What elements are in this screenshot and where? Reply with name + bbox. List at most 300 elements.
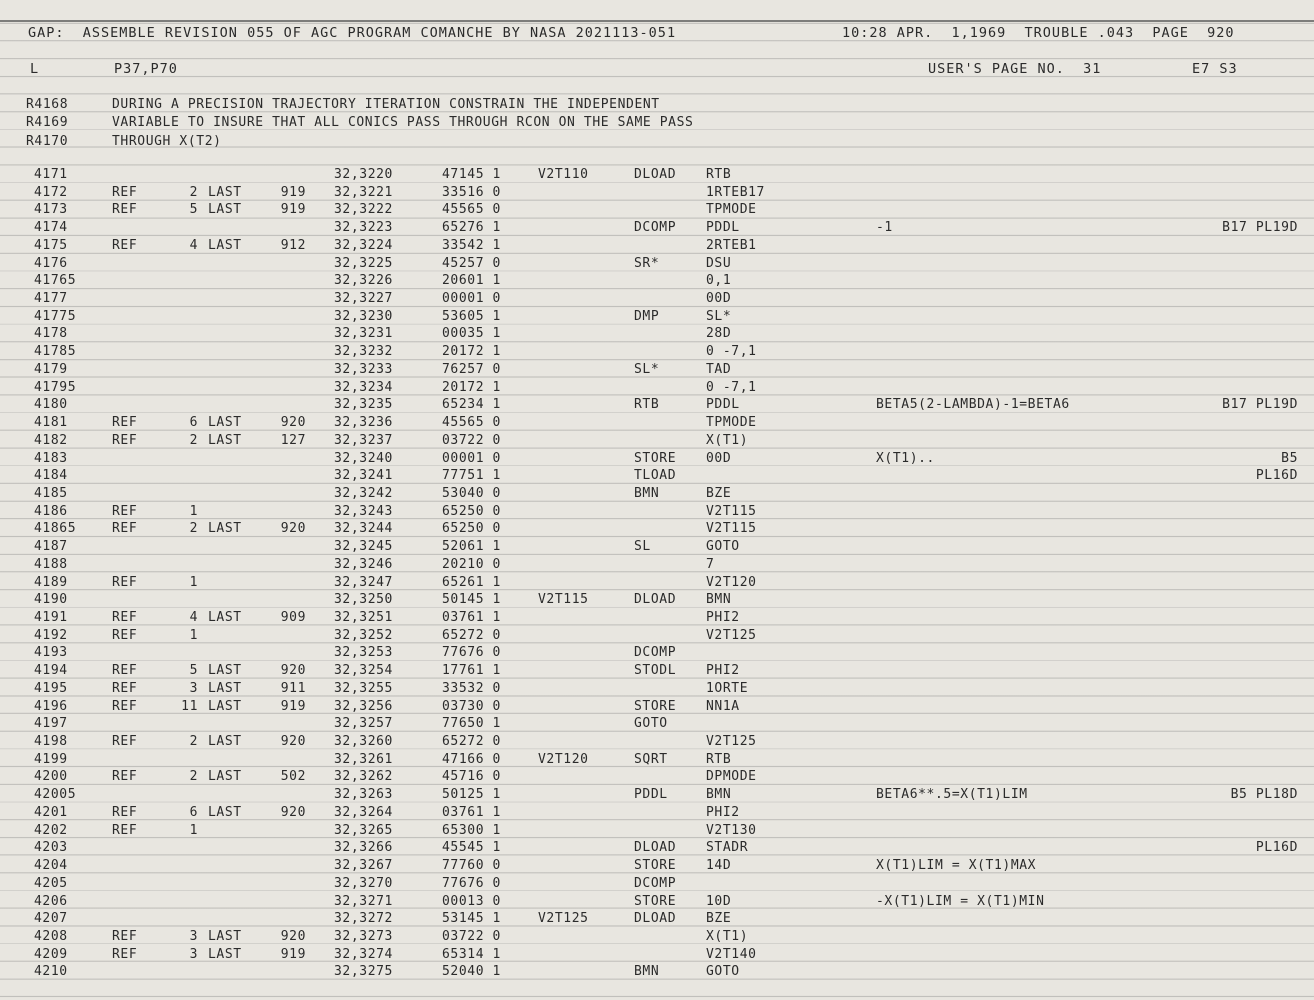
row-operand: PHI2: [706, 610, 740, 625]
row-seq: 4202: [34, 822, 68, 838]
row-ref: REF: [112, 432, 138, 448]
row-opcode: DLOAD: [634, 911, 677, 927]
row-address: 32,3262: [334, 769, 393, 785]
row-seq: 4189: [34, 574, 68, 590]
row-operand: 0,1: [706, 273, 732, 289]
row-seq: 42005: [34, 787, 77, 803]
row-octal: 77676 0: [442, 875, 501, 891]
row-last-page: 920: [280, 734, 306, 750]
row-ref-count: 3: [189, 928, 198, 944]
row-ref: REF: [112, 928, 138, 944]
row-ref-count: 11: [181, 698, 198, 714]
row-ref: REF: [112, 822, 138, 838]
row-last: LAST: [208, 521, 242, 537]
row-seq: 41785: [34, 344, 77, 360]
row-ref-count: 2: [189, 521, 198, 537]
row-seq: 4172: [34, 184, 68, 200]
row-octal: 77751 1: [442, 468, 501, 484]
row-ref-count: 2: [189, 184, 198, 200]
row-last-page: 919: [280, 184, 306, 200]
row-ref-count: 4: [189, 237, 198, 253]
row-seq: 4181: [34, 415, 68, 431]
row-opcode: DMP: [634, 308, 660, 324]
row-ref-count: 1: [189, 627, 198, 643]
comment-text: DURING A PRECISION TRAJECTORY ITERATION CONSTRAIN THE INDEPENDENT: [112, 97, 660, 112]
row-opcode: DLOAD: [634, 592, 677, 608]
row-octal: 77650 1: [442, 716, 501, 732]
row-octal: 65261 1: [442, 574, 501, 590]
row-seq: 4175: [34, 237, 68, 253]
row-octal: 00001 0: [442, 291, 501, 307]
row-seq: 4204: [34, 858, 68, 874]
row-ref-count: 6: [189, 415, 198, 431]
row-opcode: DCOMP: [634, 645, 677, 661]
row-last: LAST: [208, 769, 242, 785]
comment-seq: R4170: [26, 133, 69, 149]
row-seq: 41765: [34, 273, 77, 289]
row-octal: 65300 1: [442, 822, 501, 838]
row-octal: 50145 1: [442, 592, 501, 608]
row-operand: TAD: [706, 361, 732, 377]
row-operand: V2T125: [706, 627, 757, 643]
row-opcode: DCOMP: [634, 220, 677, 236]
row-opcode: STORE: [634, 698, 677, 714]
row-seq: 4178: [34, 326, 68, 342]
row-octal: 03761 1: [442, 804, 501, 820]
row-octal: 45257 0: [442, 255, 501, 271]
row-ref-count: 5: [189, 663, 198, 679]
row-last: LAST: [208, 804, 242, 820]
row-operand: PDDL: [706, 220, 740, 236]
row-seq: 4182: [34, 432, 68, 448]
row-seq: 4183: [34, 450, 68, 466]
row-address: 32,3226: [334, 273, 393, 289]
row-last: LAST: [208, 237, 242, 253]
row-address: 32,3230: [334, 308, 393, 324]
row-seq: 4184: [34, 468, 68, 484]
row-ref: REF: [112, 202, 138, 218]
row-register-note: B5: [1281, 450, 1298, 466]
row-octal: 00035 1: [442, 326, 501, 342]
row-operand: 00D: [706, 450, 732, 466]
row-operand: X(T1): [706, 432, 749, 448]
row-address: 32,3274: [334, 946, 393, 962]
row-opcode: DLOAD: [634, 167, 677, 182]
row-octal: 03722 0: [442, 432, 501, 448]
row-seq: 4176: [34, 255, 68, 271]
row-octal: 45716 0: [442, 769, 501, 785]
row-opcode: SL*: [634, 361, 660, 377]
row-ref-count: 2: [189, 769, 198, 785]
row-address: 32,3256: [334, 698, 393, 714]
row-comment: X(T1)..: [876, 450, 935, 466]
row-octal: 45565 0: [442, 415, 501, 431]
row-seq: 4193: [34, 645, 68, 661]
row-octal: 45545 1: [442, 840, 501, 856]
row-octal: 47166 0: [442, 751, 501, 767]
row-address: 32,3247: [334, 574, 393, 590]
row-address: 32,3221: [334, 184, 393, 200]
row-address: 32,3257: [334, 716, 393, 732]
row-address: 32,3267: [334, 858, 393, 874]
row-octal: 20172 1: [442, 379, 501, 395]
row-operand: BMN: [706, 592, 732, 608]
row-seq: 41775: [34, 308, 77, 324]
row-address: 32,3236: [334, 415, 393, 431]
row-seq: 4187: [34, 539, 68, 555]
row-address: 32,3237: [334, 432, 393, 448]
row-last: LAST: [208, 734, 242, 750]
row-last: LAST: [208, 698, 242, 714]
comment-text: VARIABLE TO INSURE THAT ALL CONICS PASS THROUGH RCON ON THE SAME PASS: [112, 115, 694, 131]
row-comment: BETA5(2-LAMBDA)-1=BETA6: [876, 397, 1070, 413]
row-octal: 20172 1: [442, 344, 501, 360]
header-listing-type: L: [30, 61, 40, 77]
row-address: 32,3270: [334, 875, 393, 891]
row-seq: 4194: [34, 663, 68, 679]
row-last-page: 911: [280, 680, 306, 696]
row-opcode: PDDL: [634, 787, 668, 803]
row-octal: 53605 1: [442, 308, 501, 324]
row-seq: 4180: [34, 397, 68, 413]
row-octal: 65250 0: [442, 521, 501, 537]
row-opcode: STORE: [634, 858, 677, 874]
row-ref: REF: [112, 415, 138, 431]
row-operand: 00D: [706, 291, 732, 307]
row-ref-count: 1: [189, 822, 198, 838]
row-octal: 65276 1: [442, 220, 501, 236]
row-address: 32,3233: [334, 361, 393, 377]
row-operand: GOTO: [706, 964, 740, 980]
row-opcode: TLOAD: [634, 468, 677, 484]
row-seq: 4199: [34, 751, 68, 767]
row-operand: PDDL: [706, 397, 740, 413]
row-octal: 52061 1: [442, 539, 501, 555]
row-address: 32,3255: [334, 680, 393, 696]
row-operand: SL*: [706, 308, 732, 324]
row-operand: DPMODE: [706, 769, 757, 785]
row-address: 32,3240: [334, 450, 393, 466]
row-last: LAST: [208, 432, 242, 448]
row-address: 32,3245: [334, 539, 393, 555]
row-seq: 4190: [34, 592, 68, 608]
row-last: LAST: [208, 610, 242, 625]
row-octal: 03722 0: [442, 928, 501, 944]
row-operand: 7: [706, 556, 715, 572]
row-seq: 4198: [34, 734, 68, 750]
row-octal: 53145 1: [442, 911, 501, 927]
row-seq: 41865: [34, 521, 77, 537]
row-operand: BMN: [706, 787, 732, 803]
row-comment: X(T1)LIM = X(T1)MAX: [876, 858, 1037, 874]
row-address: 32,3243: [334, 503, 393, 519]
row-opcode: BMN: [634, 485, 660, 501]
row-seq: 4209: [34, 946, 68, 962]
row-address: 32,3253: [334, 645, 393, 661]
row-last: LAST: [208, 946, 242, 962]
comment-text: THROUGH X(T2): [112, 133, 222, 149]
row-comment: -1: [876, 220, 893, 236]
row-address: 32,3261: [334, 751, 393, 767]
row-last-page: 919: [280, 698, 306, 714]
row-ref-count: 1: [189, 503, 198, 519]
row-last: LAST: [208, 415, 242, 431]
row-octal: 20210 0: [442, 556, 501, 572]
header-code: E7 S3: [1192, 61, 1238, 77]
row-address: 32,3232: [334, 344, 393, 360]
row-seq: 4171: [34, 167, 68, 182]
row-octal: 00013 0: [442, 893, 501, 909]
row-ref: REF: [112, 734, 138, 750]
row-register-note: PL16D: [1255, 468, 1298, 484]
row-register-note: B17 PL19D: [1222, 397, 1298, 413]
row-seq: 4192: [34, 627, 68, 643]
row-address: 32,3225: [334, 255, 393, 271]
row-address: 32,3273: [334, 928, 393, 944]
row-opcode: BMN: [634, 964, 660, 980]
row-last-page: 919: [280, 202, 306, 218]
row-seq: 4197: [34, 716, 68, 732]
row-last-page: 919: [280, 946, 306, 962]
row-octal: 77676 0: [442, 645, 501, 661]
row-ref: REF: [112, 946, 138, 962]
row-address: 32,3275: [334, 964, 393, 980]
row-address: 32,3220: [334, 167, 393, 182]
row-last: LAST: [208, 202, 242, 218]
row-label: V2T115: [538, 592, 589, 608]
row-seq: 4185: [34, 485, 68, 501]
row-address: 32,3235: [334, 397, 393, 413]
row-comment: -X(T1)LIM = X(T1)MIN: [876, 893, 1045, 909]
row-address: 32,3223: [334, 220, 393, 236]
row-operand: V2T140: [706, 946, 757, 962]
row-ref-count: 2: [189, 432, 198, 448]
row-octal: 47145 1: [442, 167, 501, 182]
row-operand: RTB: [706, 167, 732, 182]
row-seq: 4210: [34, 964, 68, 980]
row-seq: 4191: [34, 610, 68, 625]
row-ref-count: 6: [189, 804, 198, 820]
row-operand: DSU: [706, 255, 732, 271]
row-operand: V2T130: [706, 822, 757, 838]
row-register-note: B17 PL19D: [1222, 220, 1298, 236]
row-seq: 4195: [34, 680, 68, 696]
row-label: V2T120: [538, 751, 589, 767]
row-address: 32,3263: [334, 787, 393, 803]
row-operand: TPMODE: [706, 415, 757, 431]
row-operand: BZE: [706, 911, 732, 927]
row-last-page: 920: [280, 663, 306, 679]
row-last: LAST: [208, 680, 242, 696]
row-ref: REF: [112, 804, 138, 820]
row-octal: 65234 1: [442, 397, 501, 413]
row-operand: 10D: [706, 893, 732, 909]
row-seq: 4205: [34, 875, 68, 891]
row-last-page: 920: [280, 521, 306, 537]
row-address: 32,3252: [334, 627, 393, 643]
row-operand: 1ORTE: [706, 680, 749, 696]
row-comment: BETA6**.5=X(T1)LIM: [876, 787, 1028, 803]
row-address: 32,3271: [334, 893, 393, 909]
row-ref: REF: [112, 574, 138, 590]
row-opcode: GOTO: [634, 716, 668, 732]
row-seq: 4188: [34, 556, 68, 572]
row-operand: 28D: [706, 326, 732, 342]
row-opcode: STORE: [634, 450, 677, 466]
row-octal: 17761 1: [442, 663, 501, 679]
row-ref: REF: [112, 769, 138, 785]
row-ref: REF: [112, 627, 138, 643]
row-opcode: RTB: [634, 397, 660, 413]
row-ref: REF: [112, 521, 138, 537]
row-ref-count: 1: [189, 574, 198, 590]
row-address: 32,3254: [334, 663, 393, 679]
row-octal: 76257 0: [442, 361, 501, 377]
row-octal: 33542 1: [442, 237, 501, 253]
header-program: P37,P70: [114, 61, 178, 77]
row-opcode: DLOAD: [634, 840, 677, 856]
row-address: 32,3224: [334, 237, 393, 253]
row-operand: V2T120: [706, 574, 757, 590]
row-ref: REF: [112, 610, 138, 625]
row-register-note: PL16D: [1255, 840, 1298, 856]
row-seq: 4208: [34, 928, 68, 944]
row-operand: STADR: [706, 840, 749, 856]
row-octal: 65314 1: [442, 946, 501, 962]
row-ref: REF: [112, 237, 138, 253]
row-octal: 03730 0: [442, 698, 501, 714]
row-seq: 4196: [34, 698, 68, 714]
row-address: 32,3246: [334, 556, 393, 572]
row-label: V2T125: [538, 911, 589, 927]
row-seq: 4174: [34, 220, 68, 236]
row-opcode: SQRT: [634, 751, 668, 767]
row-octal: 77760 0: [442, 858, 501, 874]
row-operand: TPMODE: [706, 202, 757, 218]
row-octal: 65272 0: [442, 627, 501, 643]
row-operand: 2RTEB1: [706, 237, 757, 253]
row-opcode: DCOMP: [634, 875, 677, 891]
row-address: 32,3265: [334, 822, 393, 838]
row-seq: 4200: [34, 769, 68, 785]
header-title: GAP: ASSEMBLE REVISION 055 OF AGC PROGRAM COMANCHE BY NASA 2021113-051: [28, 25, 677, 41]
row-last-page: 502: [280, 769, 306, 785]
row-operand: NN1A: [706, 698, 740, 714]
row-seq: 4207: [34, 911, 68, 927]
row-operand: PHI2: [706, 804, 740, 820]
row-opcode: STODL: [634, 663, 677, 679]
row-operand: V2T125: [706, 734, 757, 750]
row-ref: REF: [112, 503, 138, 519]
row-address: 32,3264: [334, 804, 393, 820]
row-octal: 53040 0: [442, 485, 501, 501]
row-last-page: 920: [280, 415, 306, 431]
row-address: 32,3241: [334, 468, 393, 484]
row-octal: 33532 0: [442, 680, 501, 696]
row-seq: 4201: [34, 804, 68, 820]
row-operand: V2T115: [706, 521, 757, 537]
row-operand: X(T1): [706, 928, 749, 944]
row-address: 32,3266: [334, 840, 393, 856]
row-last: LAST: [208, 663, 242, 679]
row-last-page: 912: [280, 237, 306, 253]
row-ref-count: 3: [189, 946, 198, 962]
row-seq: 4203: [34, 840, 68, 856]
row-seq: 4179: [34, 361, 68, 377]
row-seq: 41795: [34, 379, 77, 395]
row-last: LAST: [208, 928, 242, 944]
row-ref-count: 2: [189, 734, 198, 750]
row-operand: BZE: [706, 485, 732, 501]
row-address: 32,3244: [334, 521, 393, 537]
row-operand: 1RTEB17: [706, 184, 765, 200]
row-register-note: B5 PL18D: [1230, 787, 1298, 803]
header-user-page: USER'S PAGE NO. 31: [928, 61, 1102, 77]
comment-seq: R4169: [26, 115, 69, 131]
row-address: 32,3251: [334, 610, 393, 625]
row-ref-count: 5: [189, 202, 198, 218]
row-last-page: 127: [280, 432, 306, 448]
row-address: 32,3234: [334, 379, 393, 395]
row-address: 32,3242: [334, 485, 393, 501]
row-octal: 45565 0: [442, 202, 501, 218]
row-ref: REF: [112, 680, 138, 696]
comment-seq: R4168: [26, 97, 69, 112]
row-address: 32,3250: [334, 592, 393, 608]
row-operand: PHI2: [706, 663, 740, 679]
row-opcode: SR*: [634, 255, 660, 271]
row-address: 32,3231: [334, 326, 393, 342]
row-octal: 52040 1: [442, 964, 501, 980]
row-operand: 0 -7,1: [706, 344, 757, 360]
row-last: LAST: [208, 184, 242, 200]
row-last-page: 920: [280, 804, 306, 820]
header-date-page: 10:28 APR. 1,1969 TROUBLE .043 PAGE 920: [842, 25, 1235, 41]
row-address: 32,3272: [334, 911, 393, 927]
row-operand: 0 -7,1: [706, 379, 757, 395]
row-operand: RTB: [706, 751, 732, 767]
row-seq: 4186: [34, 503, 68, 519]
row-last-page: 920: [280, 928, 306, 944]
row-ref: REF: [112, 698, 138, 714]
row-octal: 20601 1: [442, 273, 501, 289]
row-opcode: SL: [634, 539, 651, 555]
row-address: 32,3227: [334, 291, 393, 307]
row-octal: 65272 0: [442, 734, 501, 750]
row-seq: 4206: [34, 893, 68, 909]
row-operand: 14D: [706, 858, 732, 874]
top-rule: [0, 20, 1314, 22]
row-ref: REF: [112, 663, 138, 679]
row-operand: V2T115: [706, 503, 757, 519]
row-octal: 03761 1: [442, 610, 501, 625]
row-seq: 4173: [34, 202, 68, 218]
row-ref-count: 4: [189, 610, 198, 625]
row-operand: GOTO: [706, 539, 740, 555]
row-last-page: 909: [280, 610, 306, 625]
row-octal: 65250 0: [442, 503, 501, 519]
row-ref-count: 3: [189, 680, 198, 696]
row-address: 32,3260: [334, 734, 393, 750]
row-octal: 00001 0: [442, 450, 501, 466]
row-octal: 50125 1: [442, 787, 501, 803]
row-label: V2T110: [538, 167, 589, 182]
row-ref: REF: [112, 184, 138, 200]
row-opcode: STORE: [634, 893, 677, 909]
row-seq: 4177: [34, 291, 68, 307]
row-octal: 33516 0: [442, 184, 501, 200]
row-address: 32,3222: [334, 202, 393, 218]
